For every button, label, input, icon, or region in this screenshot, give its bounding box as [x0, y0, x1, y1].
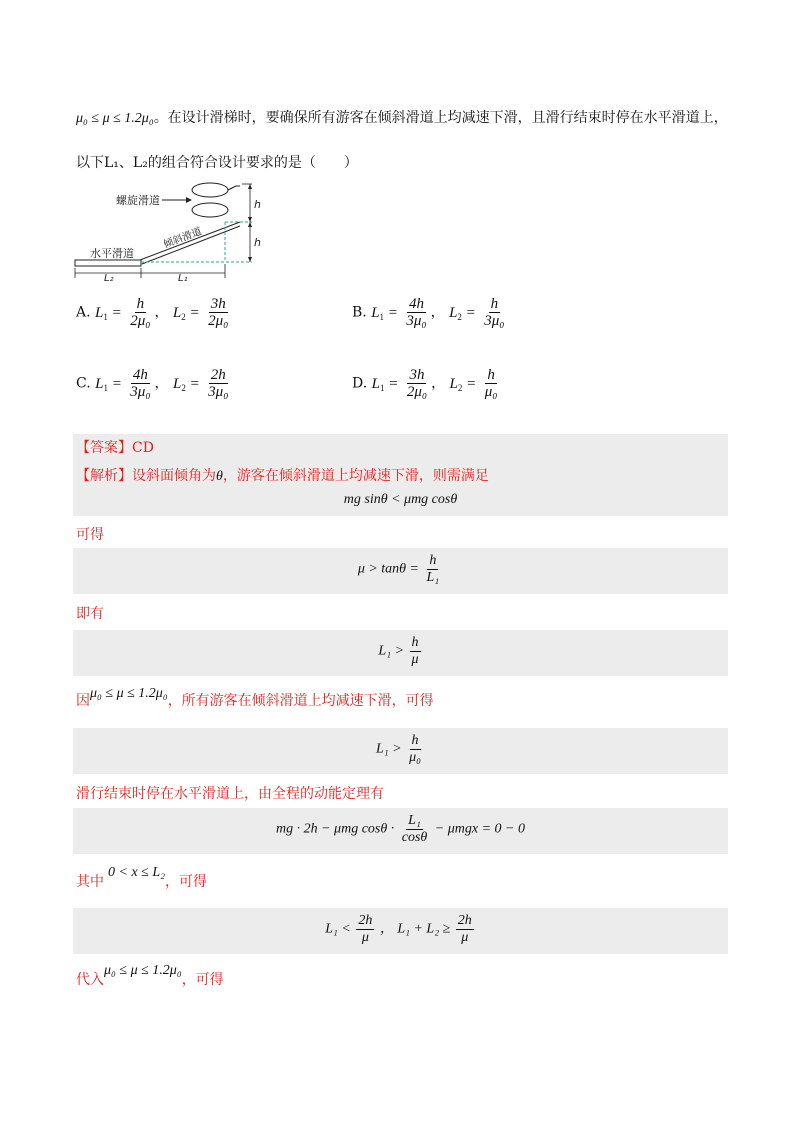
option-a[interactable]: A. $L_1$ = $\frac{h}{\text{2μ₀}}$ ， $L_2$ = $\frac{3h}{\text{2μ₀}}$ [76, 296, 229, 329]
spiral-loop-top [192, 183, 228, 197]
question-line-2: 以下L₁、L₂的组合符合设计要求的是（ ） [76, 155, 358, 171]
option-d[interactable]: D. $L_1$ = $\frac{3h}{\text{2μ₀}}$ ， $L_2$ = $\frac{h}{\text{μ₀}}$ [352, 367, 498, 400]
option-c[interactable]: C. $L_1$ = $\frac{4h}{\text{3μ₀}}$ ， $L_2$ = $\frac{2h}{\text{3μ₀}}$ [76, 367, 229, 400]
answer-value: CD [132, 440, 154, 456]
text-yin: 因μ₀ ≤ μ ≤ 1.2μ₀，所有游客在倾斜滑道上均减速下滑，可得 [76, 686, 434, 709]
option-b[interactable]: B. $L_1$ = $\frac{4h}{\text{3μ₀}}$ ， $L_2$ = $\frac{h}{\text{3μ₀}}$ [352, 296, 505, 329]
question-text-1: 。在设计滑梯时，要确保所有游客在倾斜滑道上均减速下滑，且滑行结束时停在水平滑道上， [153, 110, 728, 126]
question-line-1 [76, 108, 728, 129]
equation-2: μ > tanθ = $\frac{h}{\text{L₁}}$ [357, 553, 440, 585]
equation-1: mg sinθ < μmg cosθ [343, 492, 458, 507]
equation-4: L₁ > $\frac{h}{\text{μ₀}}$ [375, 733, 421, 765]
equation-6-box [73, 908, 728, 954]
equation-4-box [73, 728, 728, 774]
equation-5: mg · 2h − μmg cosθ · $\frac{\text{L₁}}{\cos\theta}$ − μmgx = 0 − 0 [276, 813, 525, 845]
text-dairu: 代入μ₀ ≤ μ ≤ 1.2μ₀，可得 [76, 963, 224, 988]
text-energy: 滑行结束时停在水平滑道上，由全程的动能定理有 [76, 786, 384, 802]
horizontal-slide [75, 260, 141, 266]
text-kede-1: 可得 [76, 527, 104, 543]
l2-label: L₂ [104, 273, 114, 283]
analysis-intro: 【解析】设斜面倾角为θ，游客在倾斜滑道上均减速下滑，则需满足 [76, 468, 489, 484]
answer-box [73, 434, 728, 516]
h-top-label: h [254, 198, 261, 211]
condition-math: μ₀ ≤ μ ≤ 1.2μ₀ [76, 111, 154, 126]
spiral-loop-bottom [192, 203, 228, 217]
equation-2-box [73, 548, 728, 594]
equation-5-box [73, 808, 728, 854]
equation-3-box [73, 630, 728, 676]
slope-label: 倾斜滑道 [162, 226, 204, 251]
equation-3: L₁ > $\frac{h}{\mu}$ [378, 635, 419, 667]
answer-line: 【答案】CD [76, 440, 154, 456]
text-qizhong: 其中0 < x ≤ L₂，可得 [76, 865, 207, 890]
slide-diagram [70, 178, 270, 283]
horizontal-label: 水平滑道 [90, 247, 134, 260]
text-jiyou: 即有 [76, 606, 104, 622]
h-bottom-label: h [254, 236, 261, 249]
spiral-label: 螺旋滑道 [116, 194, 160, 207]
l1-label: L₁ [178, 273, 188, 283]
equation-6: L₁ < $\frac{2h}{\mu}$ ， L₁ + L₂ ≥ $\frac{2h}{\mu}$ [325, 913, 472, 945]
